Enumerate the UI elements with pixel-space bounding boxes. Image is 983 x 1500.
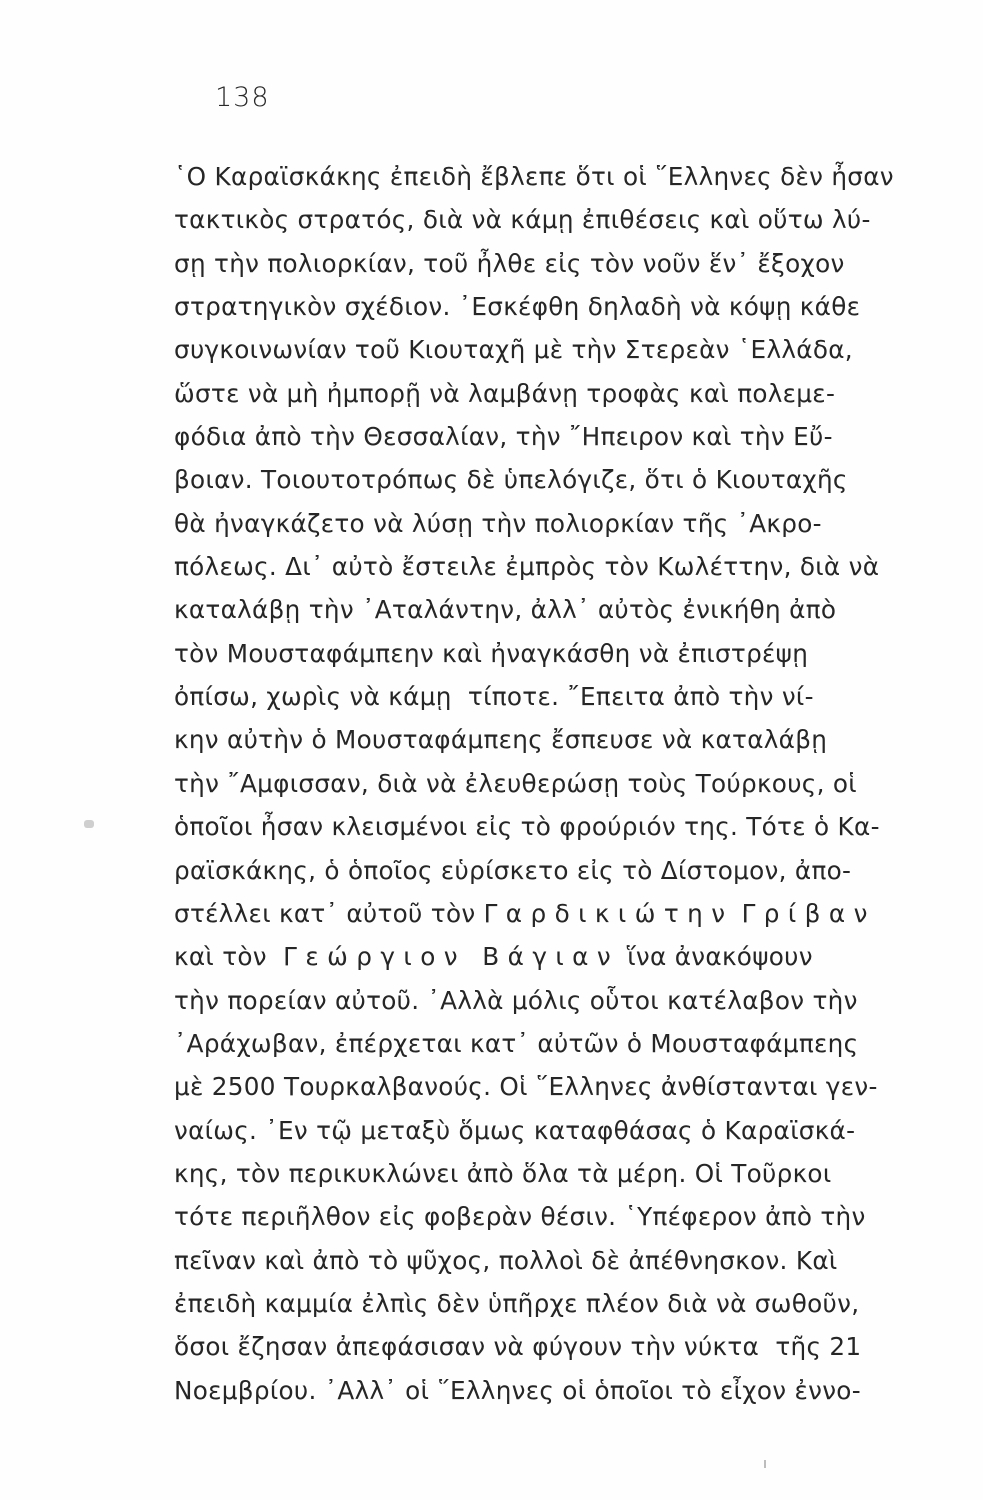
text-line: ἐπειδὴ καμμία ἐλπὶς δὲν ὑπῆρχε πλέον διὰ νὰ σωθοῦν, — [174, 1288, 860, 1318]
text-line: σῃ τὴν πολιορκίαν, τοῦ ἦλθε εἰς τὸν νοῦν ἕν᾽ ἔξοχον — [174, 248, 845, 278]
text-line: τὸν Μουσταφάμπεην καὶ ἠναγκάσθη νὰ ἐπιστρέψῃ — [174, 638, 809, 668]
margin-smudge — [84, 820, 94, 828]
text-line: στρατηγικὸν σχέδιον. ᾽Εσκέφθη δηλαδὴ νὰ κόψῃ κάθε — [174, 292, 861, 322]
text-line: ὁποῖοι ἦσαν κλεισμένοι εἰς τὸ φρούριόν της. Τότε ὁ Κα- — [174, 812, 880, 842]
text-line: πόλεως. Δι᾽ αὐτὸ ἔστειλε ἐμπρὸς τὸν Κωλέττην, διὰ νὰ — [174, 552, 880, 582]
text-line: κης, τὸν περικυκλώνει ἀπὸ ὅλα τὰ μέρη. Οἱ Τοῦρκοι — [174, 1158, 832, 1188]
text-line: τὴν πορείαν αὐτοῦ. ᾽Αλλὰ μόλις οὗτοι κατέλαβον τὴν — [174, 985, 858, 1015]
text-line: ὥστε νὰ μὴ ἠμπορῇ νὰ λαμβάνῃ τροφὰς καὶ πολεμε- — [174, 378, 836, 408]
text-line: τὴν ῎Αμφισσαν, διὰ νὰ ἐλευθερώσῃ τοὺς Τούρκους, οἱ — [174, 768, 857, 798]
page-number: 138 — [215, 82, 270, 113]
text-line: καὶ τὸν Γ ε ώ ρ γ ι ο ν Β ά γ ι α ν ἵνα ἀνακόψουν — [174, 942, 813, 972]
text-line: ᾽Αράχωβαν, ἐπέρχεται κατ᾽ αὐτῶν ὁ Μουσταφάμπεης — [174, 1028, 859, 1058]
text-line: πεῖναν καὶ ἀπὸ τὸ ψῦχος, πολλοὶ δὲ ἀπέθνησκον. Καὶ — [174, 1245, 838, 1275]
ink-speck — [764, 1460, 766, 1468]
body-text — [174, 155, 974, 1412]
text-line: ναίως. ᾽Εν τῷ μεταξὺ ὅμως καταφθάσας ὁ Καραϊσκά- — [174, 1115, 856, 1145]
text-line: ραϊσκάκης, ὁ ὁποῖος εὑρίσκετο εἰς τὸ Δίστομον, ἀπο- — [174, 855, 852, 885]
text-line: τακτικὸς στρατός, διὰ νὰ κάμῃ ἐπιθέσεις καὶ οὕτω λύ- — [174, 205, 871, 235]
text-line: καταλάβῃ τὴν ᾽Αταλάντην, ἀλλ᾽ αὐτὸς ἐνικήθη ἀπὸ — [174, 595, 837, 625]
text-line: τότε περιῆλθον εἰς φοβερὰν θέσιν. ῾Υπέφερον ἀπὸ τὴν — [174, 1202, 866, 1232]
text-line: μὲ 2500 Τουρκαλβανούς. Οἱ ῞Ελληνες ἀνθίστανται γεν- — [174, 1072, 878, 1102]
text-line: βοιαν. Τοιουτοτρόπως δὲ ὑπελόγιζε, ὅτι ὁ Κιουταχῆς — [174, 465, 848, 495]
text-line: ῾Ο Καραϊσκάκης ἐπειδὴ ἔβλεπε ὅτι οἱ ῞Ελληνες δὲν ἦσαν — [174, 162, 894, 191]
text-line: κην αὐτὴν ὁ Μουσταφάμπεης ἔσπευσε νὰ καταλάβῃ — [174, 725, 828, 755]
text-line: θὰ ἠναγκάζετο νὰ λύσῃ τὴν πολιορκίαν τῆς ᾽Ακρο- — [174, 508, 822, 538]
text-line: Νοεμβρίου. ᾽Αλλ᾽ οἱ ῞Ελληνες οἱ ὁποῖοι τὸ εἶχον ἐννο- — [174, 1375, 861, 1405]
text-line: συγκοινωνίαν τοῦ Κιουταχῆ μὲ τὴν Στερεὰν ῾Ελλάδα, — [174, 335, 853, 365]
text-line: ὀπίσω, χωρὶς νὰ κάμῃ τίποτε. ῎Επειτα ἀπὸ τὴν νί- — [174, 682, 814, 712]
text-line: στέλλει κατ᾽ αὐτοῦ τὸν Γ α ρ δ ι κ ι ώ τ η ν Γ ρ ί β α ν — [174, 898, 868, 928]
text-line: φόδια ἀπὸ τὴν Θεσσαλίαν, τὴν ῎Ηπειρον καὶ τὴν Εὔ- — [174, 422, 833, 452]
text-line: ὅσοι ἔζησαν ἀπεφάσισαν νὰ φύγουν τὴν νύκτα τῆς 21 — [174, 1332, 862, 1362]
